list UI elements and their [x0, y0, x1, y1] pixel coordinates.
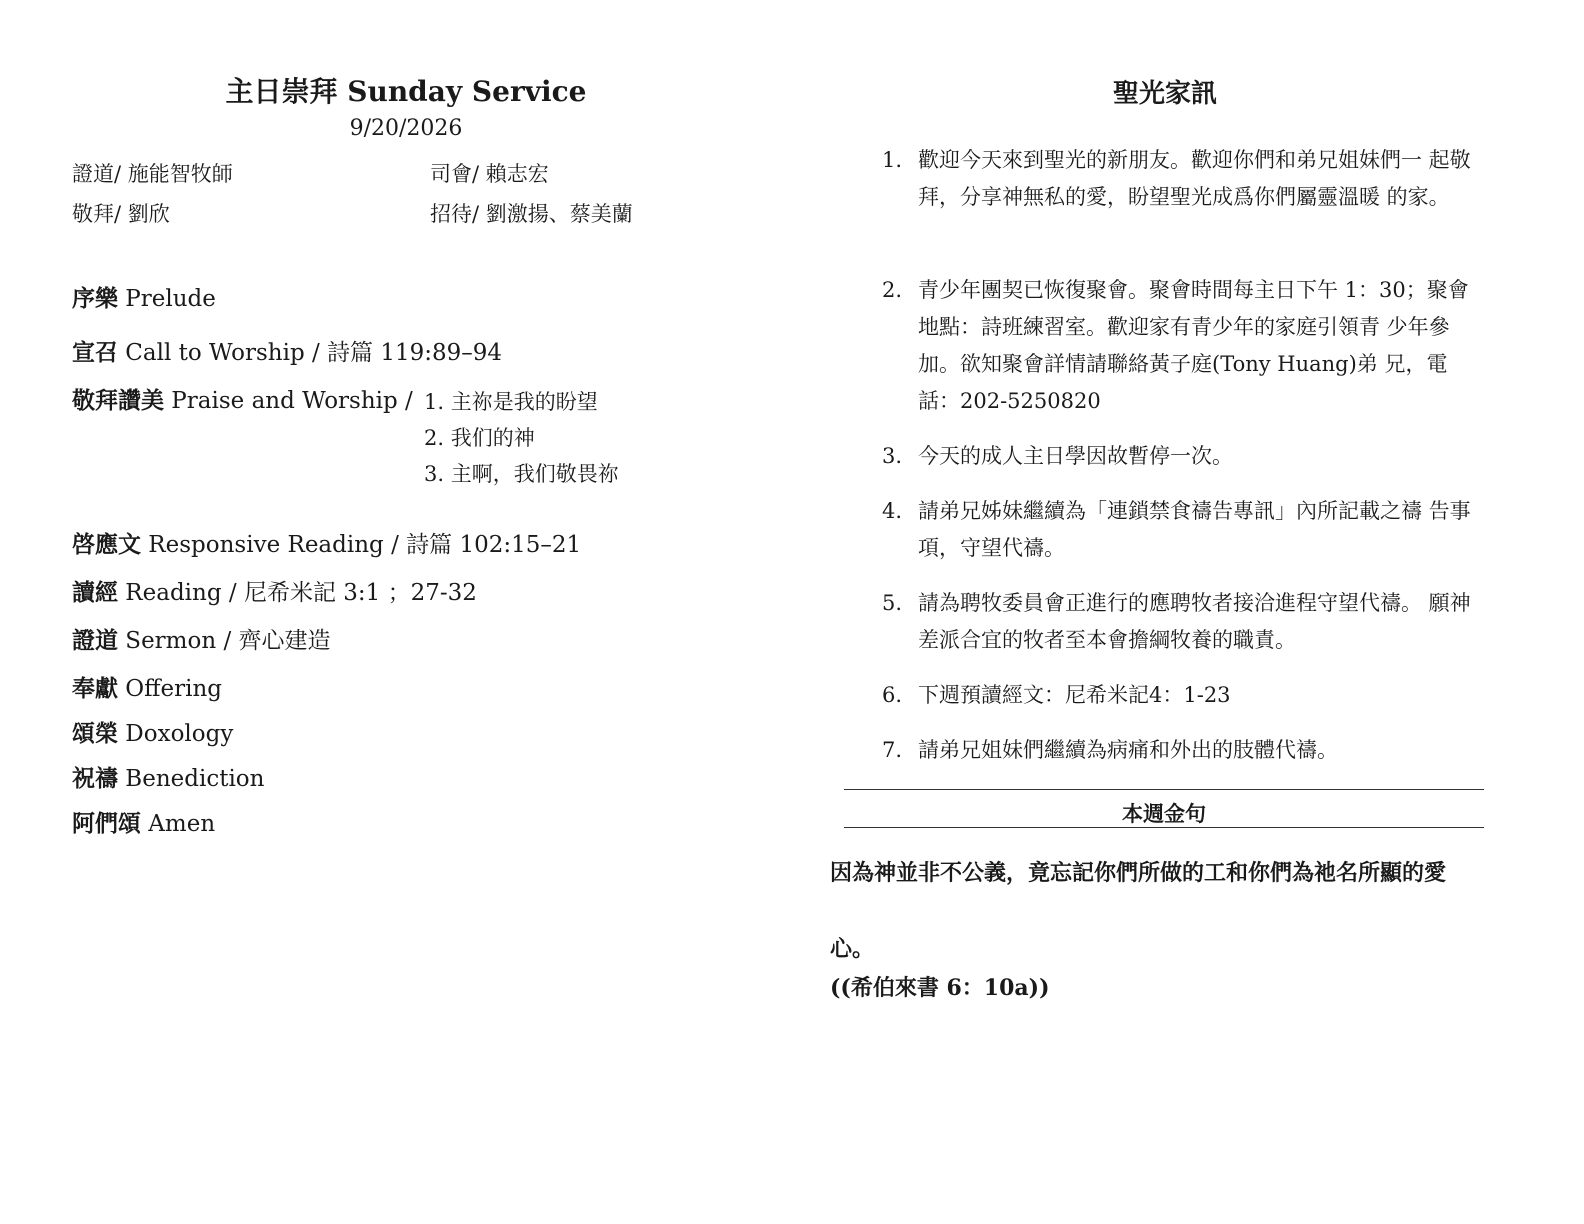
news-title: 聖光家訊	[1112, 79, 1217, 109]
order-benediction-en: Benediction	[118, 766, 265, 792]
notice-number: 2.	[882, 278, 903, 302]
staff-list	[72, 154, 740, 234]
staff-ushers: 招待/ 劉激揚、蔡美蘭	[430, 202, 633, 226]
song-item: 2. 我们的神	[424, 426, 535, 450]
order-prelude	[72, 282, 216, 316]
order-prelude-en: Prelude	[118, 286, 216, 312]
notice-text: 請弟兄姐妹們繼續為病痛和外出的肢體代禱。	[918, 738, 1338, 762]
notice-text: 請弟兄姊妹繼續為「連鎖禁食禱告專訊」內所記載之禱 告事項，守望代禱。	[918, 499, 1471, 560]
notice-text: 歡迎今天來到聖光的新朋友。歡迎你們和弟兄姐妹們一 起敬拜，分享神無私的愛，盼望聖光成爲你們屬靈溫暖 的家。	[918, 148, 1471, 209]
order-reading	[72, 576, 477, 610]
service-date: 9/20/2026	[349, 116, 463, 141]
notice-number: 4.	[882, 499, 903, 523]
order-benediction	[72, 762, 264, 796]
notice-number: 7.	[882, 738, 903, 762]
news-column	[830, 72, 1500, 1001]
order-sermon-cn: 證道	[72, 627, 118, 654]
order-responsive-cn: 啓應文	[72, 531, 141, 558]
order-amen	[72, 807, 215, 841]
notice-text: 青少年團契已恢復聚會。聚會時間每主日下午 1：30；聚會地點：詩班練習室。歡迎家有青少年的家庭引領青 少年參加。欲知聚會詳情請聯絡黃子庭(Tony Huang)弟 兄，電話：202-5250820	[918, 278, 1469, 413]
notice-number: 6.	[882, 683, 903, 707]
service-title: 主日崇拜 Sunday Service	[225, 75, 587, 108]
notice-number: 3.	[882, 444, 903, 468]
order-praise-cn: 敬拜讚美	[72, 387, 164, 414]
order-sermon-en: Sermon / 齊心建造	[118, 628, 331, 654]
order-praise	[72, 384, 740, 486]
order-benediction-cn: 祝禱	[72, 765, 118, 792]
order-prelude-cn: 序樂	[72, 285, 118, 312]
verse-reference: ((希伯來書 6：10a))	[830, 975, 1050, 1001]
order-responsive	[72, 528, 581, 562]
song-list	[424, 384, 619, 492]
order-offering	[72, 672, 222, 706]
verse-text: 因為神並非不公義，竟忘記你們所做的工和你們為祂名所顯的愛	[830, 860, 1447, 886]
verse-heading: 本週金句	[1122, 801, 1206, 826]
order-call-cn: 宣召	[72, 339, 118, 366]
verse-end: 心。	[830, 936, 875, 962]
order-doxology-cn: 頌榮	[72, 720, 118, 747]
order-reading-en: Reading / 尼希米記 3:1 ；27-32	[118, 580, 477, 606]
verse-top-rule	[844, 789, 1484, 790]
staff-sermon: 證道/ 施能智牧師	[72, 162, 233, 186]
order-amen-en: Amen	[141, 811, 216, 837]
order-call	[72, 336, 502, 370]
order-doxology-en: Doxology	[118, 721, 234, 747]
notice-text: 下週預讀經文：尼希米記4：1-23	[918, 683, 1231, 707]
order-offering-cn: 奉獻	[72, 675, 118, 702]
order-doxology	[72, 717, 233, 751]
order-sermon	[72, 624, 331, 658]
order-call-en: Call to Worship / 詩篇 119:89–94	[118, 340, 503, 366]
notice-text: 今天的成人主日學因故暫停一次。	[918, 444, 1233, 468]
song-item: 1. 主祢是我的盼望	[424, 390, 598, 414]
verse-bottom-rule	[844, 827, 1484, 828]
order-praise-en: Praise and Worship /	[164, 388, 413, 414]
order-offering-en: Offering	[118, 676, 223, 702]
song-item: 3. 主啊，我们敬畏祢	[424, 462, 619, 486]
order-amen-cn: 阿們頌	[72, 810, 141, 837]
service-column	[72, 72, 740, 837]
staff-host: 司會/ 賴志宏	[430, 162, 549, 186]
notice-number: 5.	[882, 591, 903, 615]
staff-worship: 敬拜/ 劉欣	[72, 202, 170, 226]
order-responsive-en: Responsive Reading / 詩篇 102:15–21	[141, 532, 582, 558]
order-reading-cn: 讀經	[72, 579, 118, 606]
notice-text: 請為聘牧委員會正進行的應聘牧者接洽進程守望代禱。 願神差派合宜的牧者至本會擔綱牧養的職責。	[918, 591, 1471, 652]
notice-number: 1.	[882, 148, 903, 172]
